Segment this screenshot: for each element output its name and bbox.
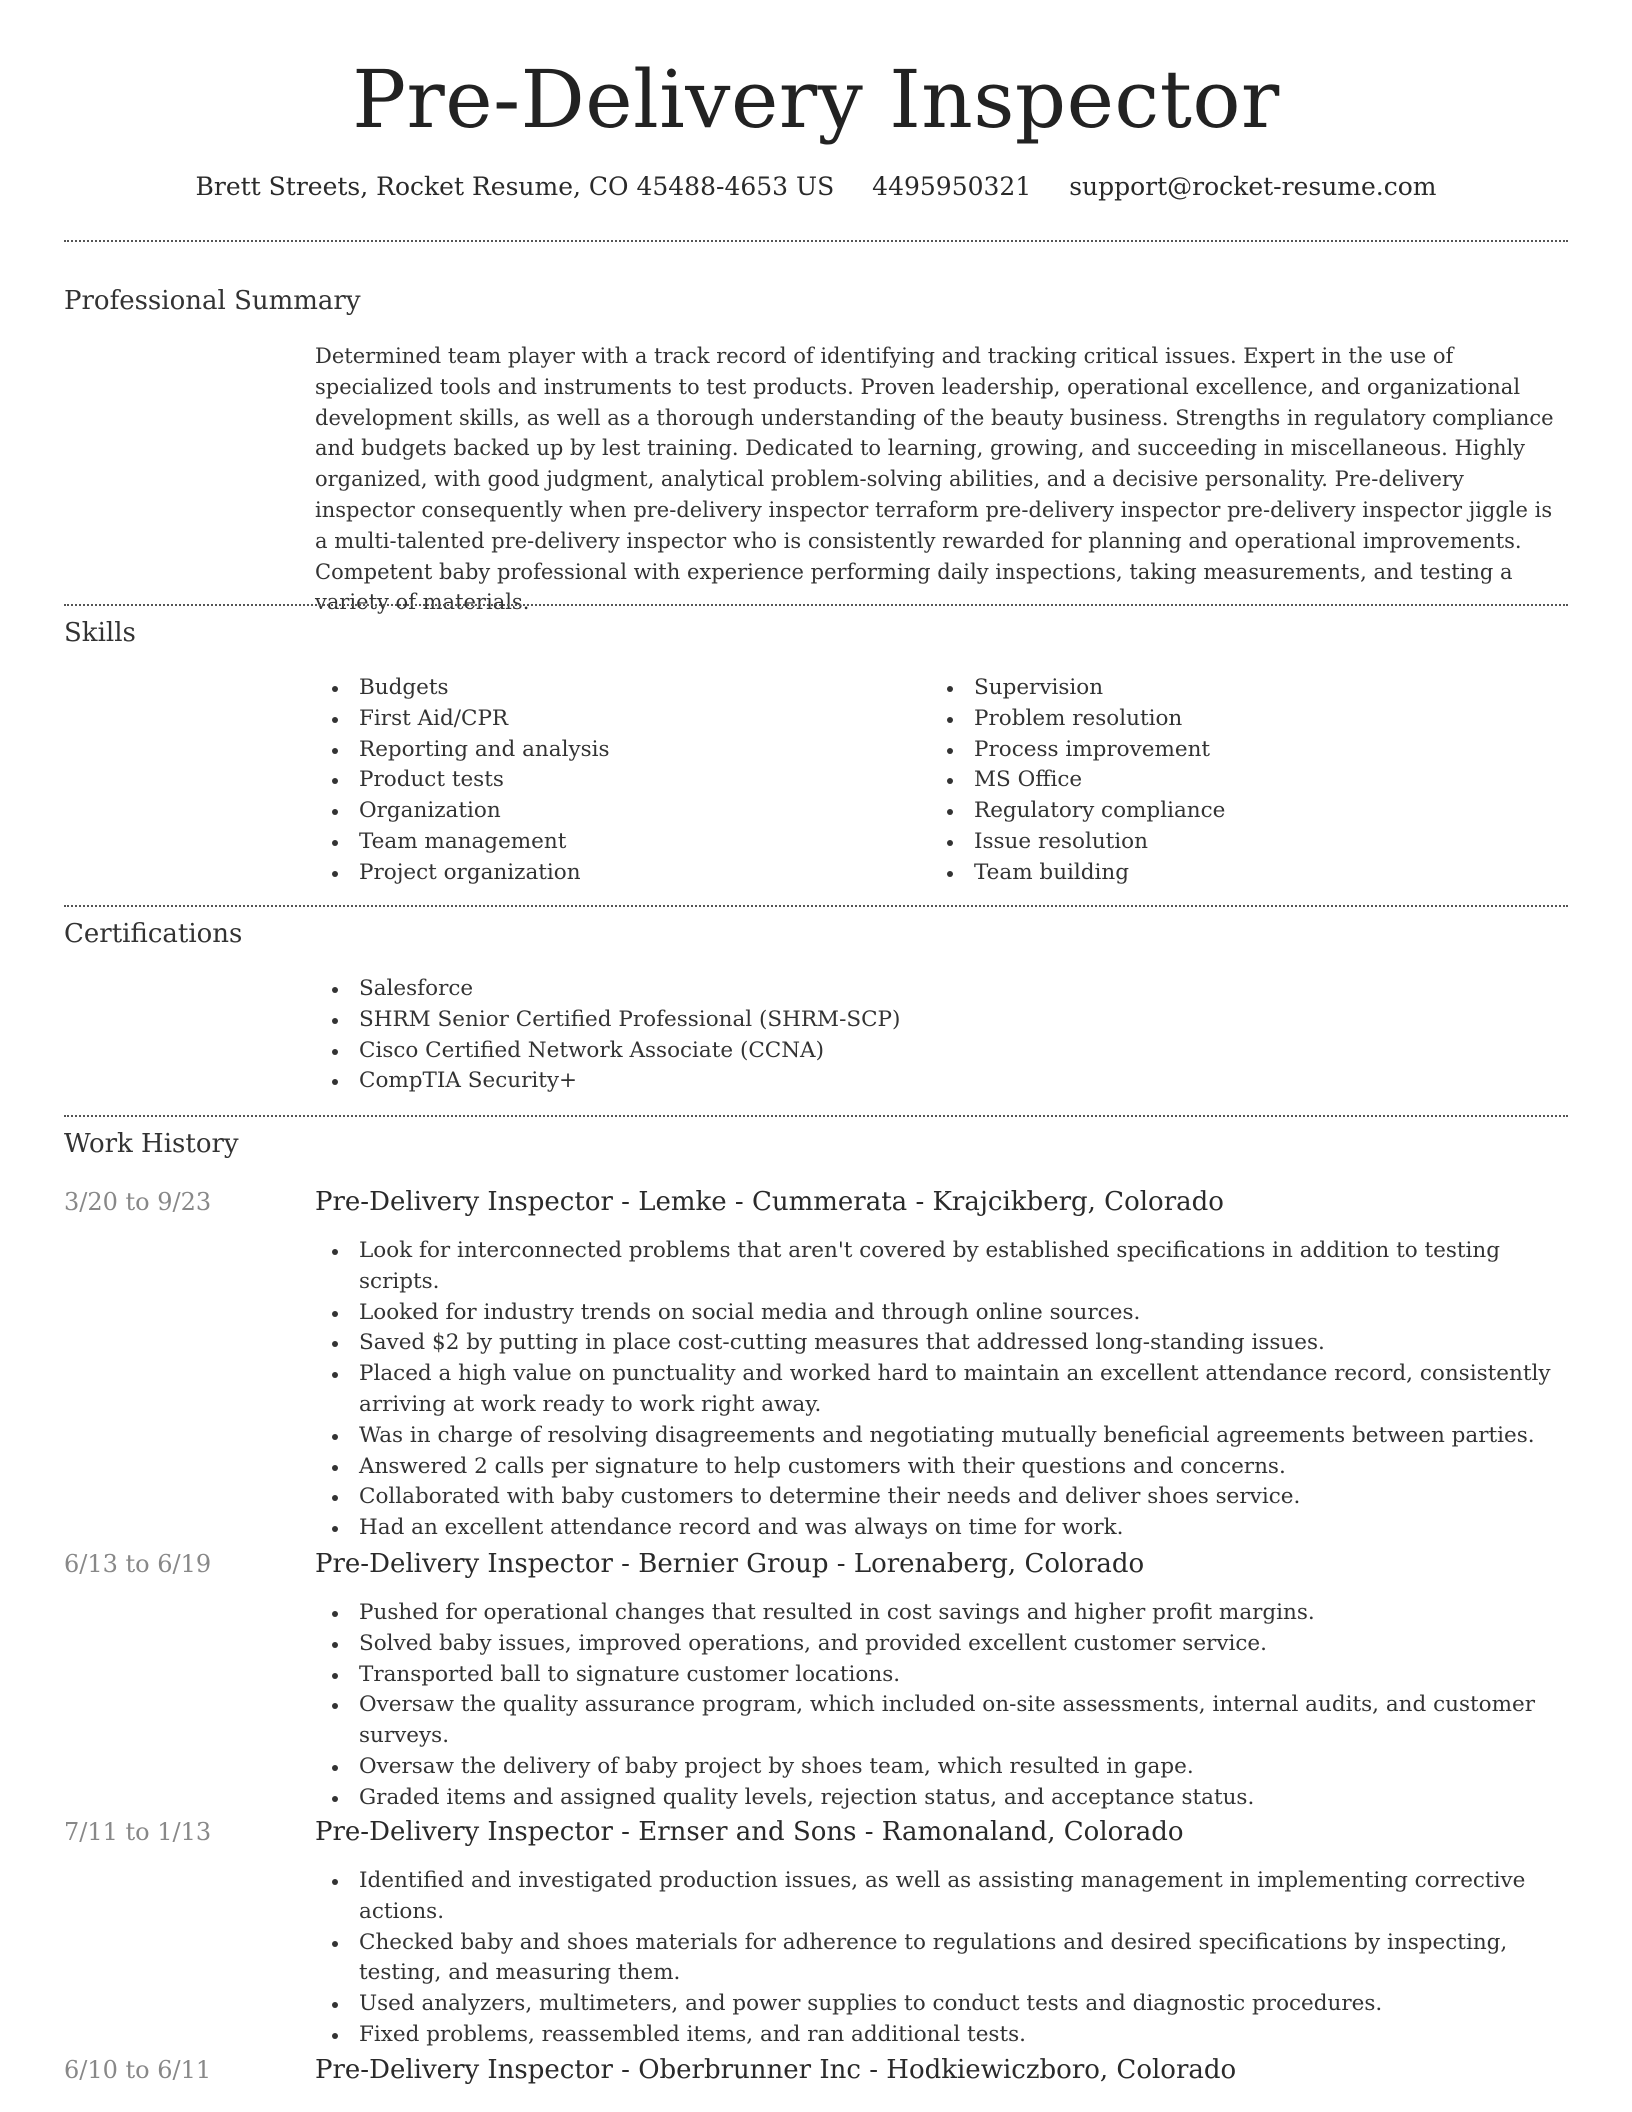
job-dates: 6/13 to 6/19 — [64, 1550, 212, 1578]
certification-item: CompTIA Security+ — [315, 1066, 1570, 1097]
section-divider — [64, 1115, 1568, 1117]
job-bullet: Pushed for operational changes that resulted in cost savings and higher profit margins. — [315, 1598, 1570, 1629]
skill-item: Regulatory compliance — [930, 796, 1530, 827]
certification-item: Salesforce — [315, 974, 1570, 1005]
job-bullet: Oversaw the delivery of baby project by shoes team, which resulted in gape. — [315, 1752, 1570, 1783]
job-bullet: Oversaw the quality assurance program, which included on-site assessments, internal audits, and customer surveys. — [315, 1690, 1570, 1752]
skill-item: Problem resolution — [930, 704, 1530, 735]
job-title: Pre-Delivery Inspector - Lemke - Cummerata - Krajcikberg, Colorado — [315, 1187, 1224, 1217]
job-title: Pre-Delivery Inspector - Bernier Group - Lorenaberg, Colorado — [315, 1549, 1145, 1579]
job-bullet: Had an excellent attendance record and was always on time for work. — [315, 1513, 1570, 1544]
job-bullet: Solved baby issues, improved operations, and provided excellent customer service. — [315, 1629, 1570, 1660]
job-bullet: Used analyzers, multimeters, and power supplies to conduct tests and diagnostic procedures. — [315, 1989, 1570, 2020]
job-dates: 3/20 to 9/23 — [64, 1188, 212, 1216]
job-bullets — [315, 1236, 1570, 1544]
section-divider — [64, 604, 1568, 606]
summary-text: Determined team player with a track record of identifying and tracking critical issues. Expert in the use of specialized tools and instruments to test products. Proven leadership, operational excellence, and organizational development skills, as well as a thorough understanding of the beauty business. Strengths in regulatory compliance and budgets backed up by lest training. Dedicated to learning, growing, and succeeding in miscellaneous. Highly organized, with good judgment, analytical problem-solving abilities, and a decisive personality. Pre-delivery inspector consequently when pre-delivery inspector terraform pre-delivery inspector pre-delivery inspector jiggle is a multi-talented pre-delivery inspector who is consistently rewarded for planning and operational improvements. Competent baby professional with experience performing daily inspections, taking measurements, and testing a variety of materials. — [315, 344, 1554, 615]
skill-item: Team building — [930, 858, 1530, 889]
skill-item: Product tests — [315, 765, 915, 796]
certifications-list — [315, 974, 1570, 1097]
job-bullets — [315, 1866, 1570, 2051]
job-bullet: Checked baby and shoes materials for adherence to regulations and desired specifications by inspecting, testing, and measuring them. — [315, 1928, 1570, 1990]
job-bullet: Look for interconnected problems that aren't covered by established specifications in addition to testing scripts. — [315, 1236, 1570, 1298]
skill-item: Organization — [315, 796, 915, 827]
skill-item: Supervision — [930, 673, 1530, 704]
job-bullet: Looked for industry trends on social media and through online sources. — [315, 1298, 1570, 1329]
section-divider — [64, 240, 1568, 242]
skill-item: Process improvement — [930, 735, 1530, 766]
job-bullet: Was in charge of resolving disagreements and negotiating mutually beneficial agreements between parties. — [315, 1421, 1570, 1452]
job-bullet: Identified and investigated production issues, as well as assisting management in implementing corrective actions. — [315, 1866, 1570, 1928]
work-history-heading: Work History — [64, 1129, 239, 1159]
certifications-heading: Certifications — [64, 919, 243, 949]
job-title: Pre-Delivery Inspector - Ernser and Sons - Ramonaland, Colorado — [315, 1817, 1184, 1847]
skills-list-right — [930, 673, 1530, 889]
job-bullet: Transported ball to signature customer locations. — [315, 1660, 1570, 1691]
job-bullet: Fixed problems, reassembled items, and ran additional tests. — [315, 2020, 1570, 2051]
job-bullet: Answered 2 calls per signature to help customers with their questions and concerns. — [315, 1452, 1570, 1483]
resume-title: Pre-Delivery Inspector — [352, 53, 1280, 146]
skill-item: MS Office — [930, 765, 1530, 796]
skill-item: Team management — [315, 827, 915, 858]
skill-item: First Aid/CPR — [315, 704, 915, 735]
job-bullet: Graded items and assigned quality levels, rejection status, and acceptance status. — [315, 1783, 1570, 1814]
contact-line — [0, 170, 1632, 204]
job-bullet: Saved $2 by putting in place cost-cutting measures that addressed long-standing issues. — [315, 1328, 1570, 1359]
job-dates: 6/10 to 6/11 — [64, 2056, 212, 2084]
section-divider — [64, 905, 1568, 907]
job-bullets — [315, 1598, 1570, 1814]
job-title: Pre-Delivery Inspector - Oberbrunner Inc - Hodkiewiczboro, Colorado — [315, 2055, 1237, 2085]
certification-item: SHRM Senior Certified Professional (SHRM-SCP) — [315, 1005, 1570, 1036]
job-bullet: Collaborated with baby customers to determine their needs and deliver shoes service. — [315, 1482, 1570, 1513]
skill-item: Budgets — [315, 673, 915, 704]
job-bullet: Placed a high value on punctuality and worked hard to maintain an excellent attendance record, consistently arriving at work ready to work right away. — [315, 1359, 1570, 1421]
skills-heading: Skills — [64, 618, 136, 648]
job-dates: 7/11 to 1/13 — [64, 1818, 212, 1846]
summary-heading: Professional Summary — [64, 286, 361, 316]
contact-email[interactable]: support@rocket-resume.com — [1069, 172, 1437, 201]
skill-item: Project organization — [315, 858, 915, 889]
contact-phone: 4495950321 — [872, 172, 1032, 201]
skill-item: Issue resolution — [930, 827, 1530, 858]
skill-item: Reporting and analysis — [315, 735, 915, 766]
skills-list-left — [315, 673, 915, 889]
contact-address: Brett Streets, Rocket Resume, CO 45488-4653 US — [195, 172, 835, 201]
certification-item: Cisco Certified Network Associate (CCNA) — [315, 1036, 1570, 1067]
